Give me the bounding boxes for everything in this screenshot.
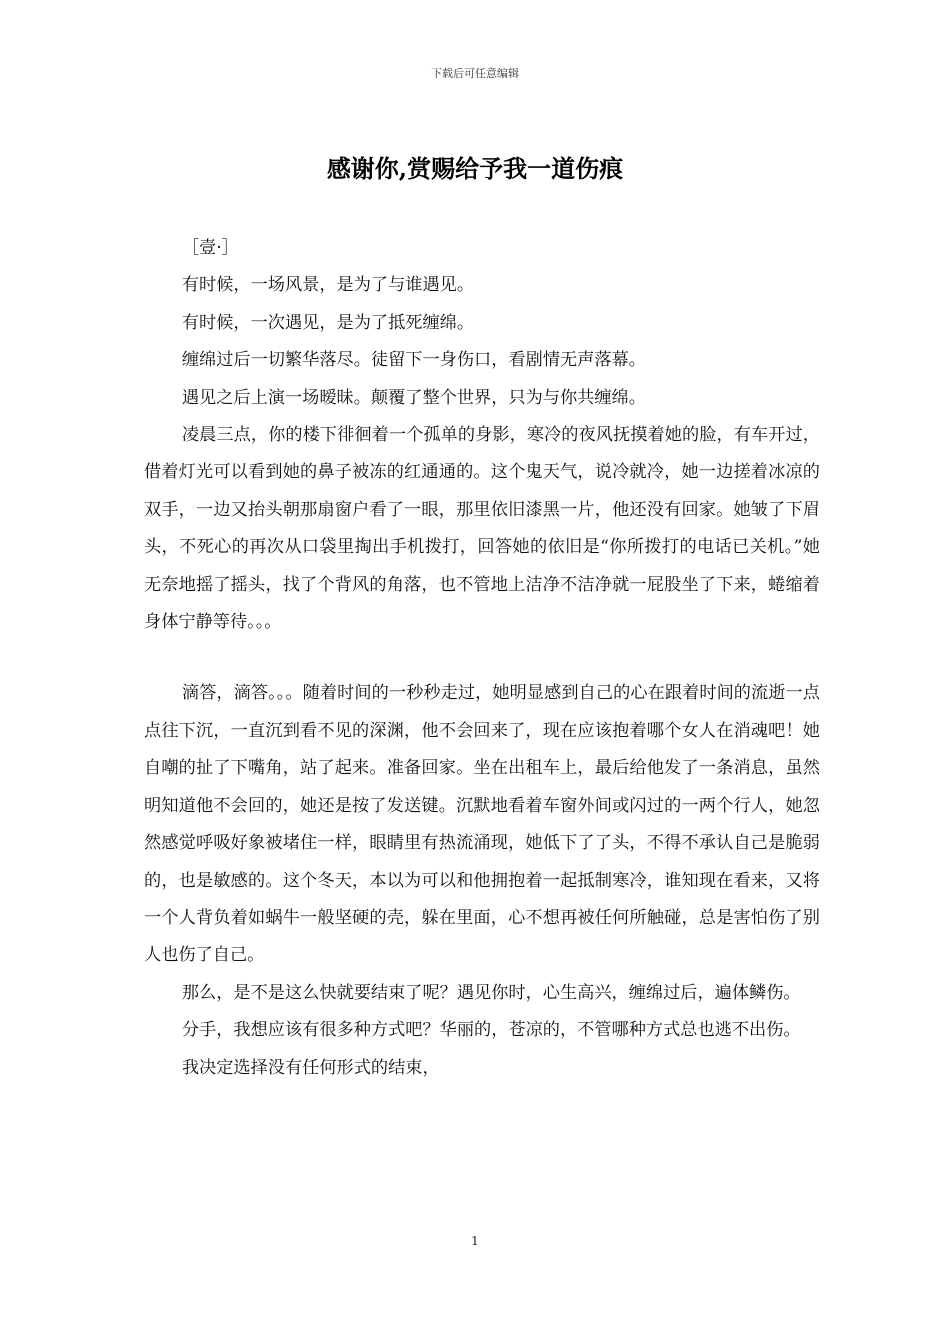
paragraph: 我决定选择没有任何形式的结束， (181, 1057, 440, 1078)
paragraph: 滴答，滴答。。。随着时间的一秒秒走过，她明显感到自己的心在跟着时间的流逝一点点往下沉，一直沉到看不见的深渊，他不会回来了，现在应该抱着哪个女人在消魂吧！她自嘲的扯了下嘴角，站了起来。准备回家。坐在出租车上，最后给他发了一条消息，虽然明知道他不会回的，她还是按了发送键。沉默地看着车窗外间或闪过的一两个行人，她忽然感觉呼吸好象被堵住一样，眼睛里有热流涌现，她低下了了头，不得不承认自己是脆弱的，也是敏感的。这个冬天，本以为可以和他拥抱着一起抵制寒冷，谁知现在看来，又将一个人背负着如蜗牛一般坚硬的壳，躲在里面，心不想再被任何所触碰，总是害怕伤了别人也伤了自己。 (144, 683, 820, 966)
paragraph: 有时候，一次遇见，是为了抵死缠绵。 (181, 312, 475, 333)
document-body (144, 230, 820, 1087)
paragraph: 缠绵过后一切繁华落尽。徒留下一身伤口，看剧情无声落幕。 (181, 350, 646, 371)
paragraph: 有时候，一场风景，是为了与谁遇见。 (181, 275, 475, 296)
paragraph: 遇见之后上演一场暧昧。颠覆了整个世界，只为与你共缠绵。 (181, 387, 646, 408)
paragraph: 凌晨三点，你的楼下徘徊着一个孤单的身影，寒冷的夜风抚摸着她的脸，有车开过，借着灯光可以看到她的鼻子被冻的红通通的。这个鬼天气，说冷就冷，她一边搓着冰凉的双手，一边又抬头朝那扇窗户看了一眼，那里依旧漆黑一片，他还没有回家。她皱了下眉头，不死心的再次从口袋里掏出手机拨打，回答她的依旧是“你所拨打的电话已关机。”她无奈地摇了摇头，找了个背风的角落，也不管地上洁净不洁净就一屁股坐了下来，蜷缩着身体宁静等待。。。 (144, 425, 820, 633)
header-note: 下载后可任意编辑 (431, 67, 519, 80)
section-marker: ［壹·］ (181, 238, 239, 258)
paragraph: 那么，是不是这么快就要结束了呢？遇见你时，心生高兴，缠绵过后，遍体鳞伤。 (181, 982, 801, 1003)
page-number: 1 (471, 1234, 479, 1248)
document-title: 感谢你,赏赐给予我一道伤痕 (326, 154, 624, 183)
paragraph: 分手，我想应该有很多种方式吧？华丽的，苍凉的，不管哪种方式总也逃不出伤。 (181, 1020, 801, 1041)
